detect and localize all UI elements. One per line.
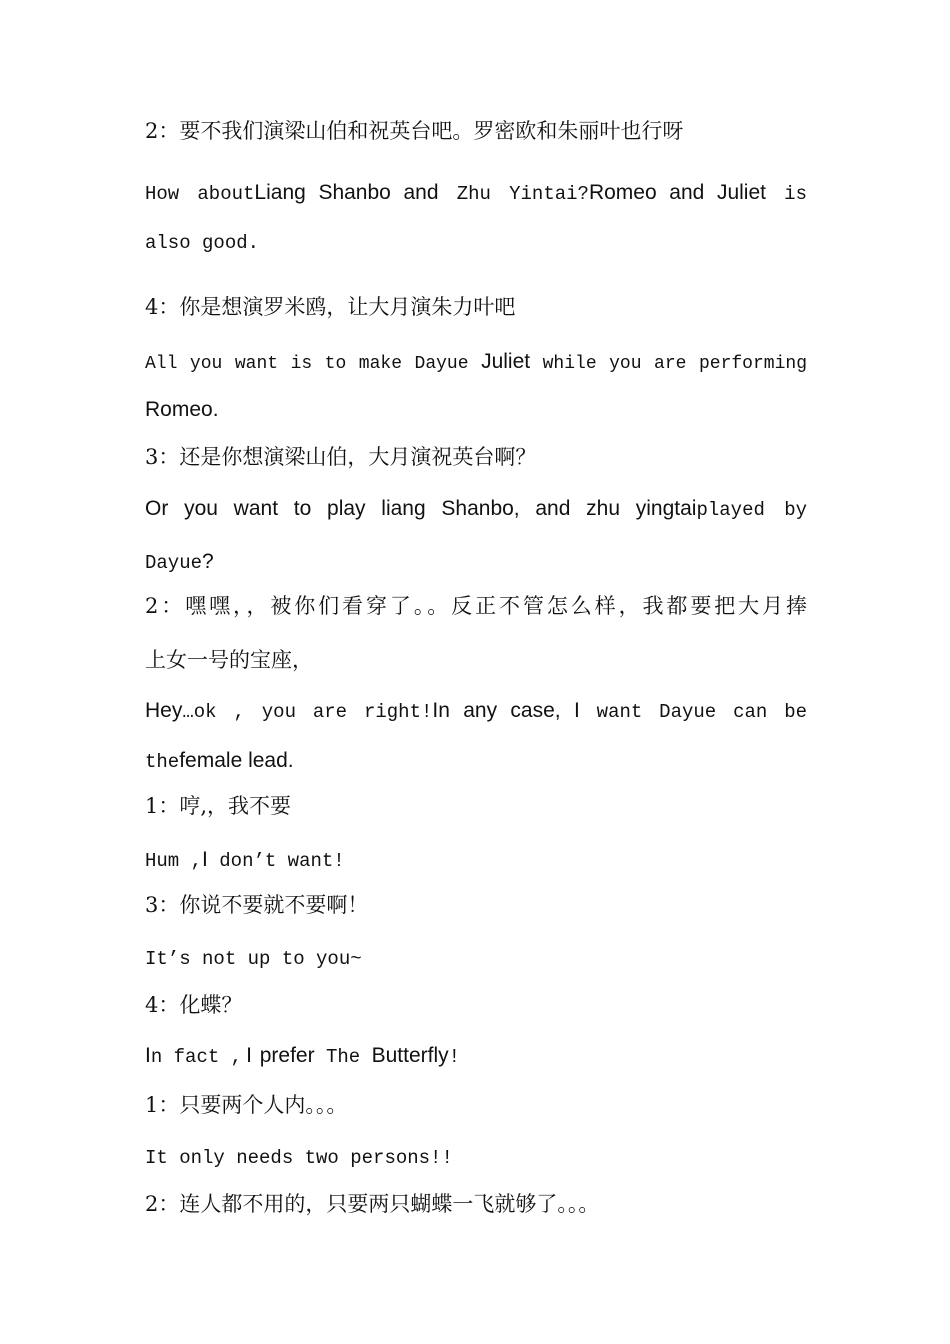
- text-en-4a-part3: In any case, I: [432, 699, 580, 722]
- text-en-7-part4: The: [314, 1046, 372, 1068]
- text-zh-8: 1：只要两个人内。。。: [145, 1093, 348, 1117]
- text-en-1a-part3: Zhu Yintai?: [438, 183, 589, 205]
- line-en-3a: [145, 494, 807, 524]
- line-en-1a: [145, 178, 807, 208]
- line-en-2a: [145, 347, 807, 378]
- text-zh-4a: 2：嘿嘿，，被你们看穿了。。反正不管怎么样，我都要把大月捧: [145, 594, 807, 618]
- line-en-3b: [145, 547, 807, 577]
- text-en-2a-part1: All you want is to make Dayue: [145, 354, 482, 374]
- text-en-6: It’s not up to you~: [145, 948, 362, 970]
- line-zh-1: [145, 117, 807, 145]
- line-en-8: [145, 1144, 807, 1172]
- text-en-7-part3: I prefer: [246, 1044, 315, 1067]
- text-en-7-part5: Butterfly: [371, 1044, 449, 1067]
- text-en-7-part1: I: [145, 1044, 151, 1067]
- text-zh-6: 3：你说不要就不要啊！: [145, 893, 369, 917]
- text-en-8: It only needs two persons!!: [145, 1147, 453, 1169]
- text-en-4b-part1: the: [145, 751, 180, 773]
- line-zh-6: [145, 891, 807, 919]
- line-en-4b: [145, 746, 807, 776]
- text-zh-3: 3：还是你想演梁山伯，大月演祝英台啊？: [145, 445, 537, 469]
- line-en-1b: [145, 229, 807, 257]
- text-en-5-part1: Hum ,: [145, 850, 203, 872]
- text-en-3a-part1: Or you want to play liang Shanbo, and zhu yingtai: [145, 497, 697, 520]
- line-zh-2: [145, 293, 807, 321]
- text-en-3b-part2: ?: [202, 550, 214, 573]
- text-en-7-part2: n fact ,: [150, 1046, 243, 1068]
- line-en-5: [145, 845, 807, 875]
- text-en-2a-part2: Juliet: [481, 350, 531, 373]
- text-zh-1: 2：要不我们演梁山伯和祝英台吧。罗密欧和朱丽叶也行呀: [145, 119, 684, 143]
- text-zh-2: 4：你是想演罗米鸥，让大月演朱力叶吧: [145, 295, 516, 319]
- text-en-3b-part1: Dayue: [145, 552, 203, 574]
- line-en-2b: [145, 396, 807, 424]
- text-en-2a-part3: while you are performing: [530, 354, 807, 374]
- text-en-4a-part1: Hey: [145, 699, 183, 722]
- text-zh-5: 1：哼,，我不要: [145, 794, 292, 818]
- text-zh-4b: 上女一号的宝座，: [145, 648, 313, 672]
- line-zh-5: [145, 792, 807, 820]
- line-zh-8: [145, 1091, 807, 1119]
- text-en-1b: also good.: [145, 232, 260, 254]
- text-en-1a-part2: Liang Shanbo and: [254, 181, 439, 204]
- line-zh-4b: [145, 646, 807, 674]
- text-zh-7: 4：化蝶？: [145, 993, 243, 1017]
- line-zh-3: [145, 443, 807, 471]
- text-en-4a-part4: want Dayue can be: [579, 701, 807, 723]
- line-zh-9: [145, 1190, 807, 1218]
- line-en-4a: [145, 696, 807, 726]
- text-en-5-part3: don’t want!: [207, 850, 345, 872]
- text-en-4b-part2: female lead.: [179, 749, 294, 772]
- text-zh-9: 2：连人都不用的，只要两只蝴蝶一飞就够了。。。: [145, 1192, 600, 1216]
- text-en-1a-part4: Romeo and Juliet: [588, 181, 766, 204]
- text-en-4a-part2: …ok , you are right!: [182, 701, 433, 723]
- line-en-6: [145, 945, 807, 973]
- text-en-5-part2: I: [202, 848, 208, 871]
- text-en-1a-part5: is: [765, 183, 807, 205]
- text-en-7-part6: !: [448, 1046, 461, 1068]
- line-zh-7: [145, 991, 807, 1019]
- text-en-2b: Romeo.: [145, 398, 219, 421]
- text-en-1a-part1: How about: [145, 183, 255, 205]
- text-en-3a-part2: played by: [696, 499, 807, 521]
- line-en-7: [145, 1041, 807, 1071]
- line-zh-4a: [145, 592, 807, 620]
